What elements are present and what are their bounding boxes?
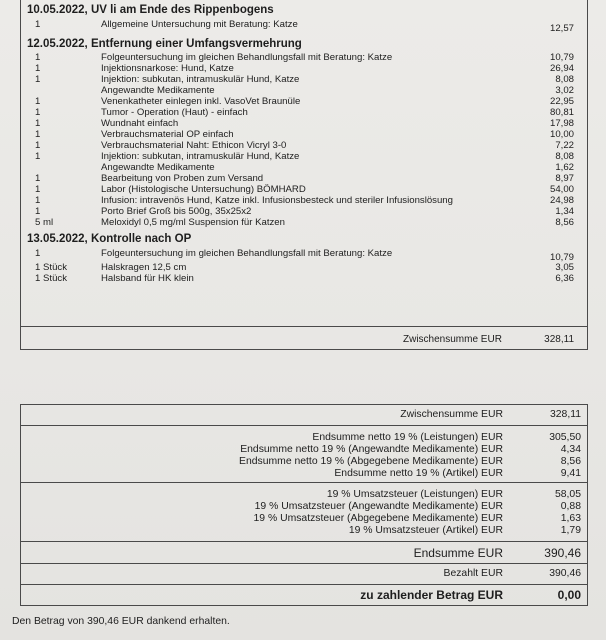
endsumme-label: Endsumme EUR (413, 546, 503, 560)
item-desc: Allgemeine Untersuchung mit Beratung: Katze (101, 19, 298, 30)
table-row (21, 195, 587, 206)
item-qty: 1 (35, 248, 41, 259)
item-desc: Infusion: intravenös Hund, Katze inkl. Infusionsbesteck und steriler Infusionslösung (101, 195, 453, 206)
item-desc: Venenkatheter einlegen inkl. VasoVet Braunüle (101, 96, 301, 107)
item-amount: 1,62 (555, 162, 574, 173)
divider (21, 482, 587, 483)
item-amount: 80,81 (549, 107, 574, 118)
ust-value: 1,63 (560, 513, 581, 524)
item-qty: 1 (35, 140, 41, 151)
table-row (21, 140, 587, 151)
divider (21, 563, 587, 564)
table-row (21, 217, 587, 228)
item-amount: 8,08 (555, 74, 574, 85)
item-desc: Halsband für HK klein (101, 273, 194, 284)
item-amount: 8,56 (555, 217, 574, 228)
item-desc: Verbrauchsmaterial OP einfach (101, 129, 234, 140)
table-row (21, 74, 587, 85)
zahlbetrag-value: 0,00 (557, 588, 581, 602)
item-qty: 1 (35, 129, 41, 140)
item-amount: 17,98 (549, 118, 574, 129)
divider (21, 425, 587, 426)
item-desc: Wundnaht einfach (101, 118, 179, 129)
item-qty: 1 (35, 96, 41, 107)
item-amount: 26,94 (549, 63, 574, 74)
subtotal-value: 328,11 (544, 334, 574, 345)
item-desc: Injektion: subkutan, intramuskulär Hund, Katze (101, 74, 300, 85)
item-qty: 1 (35, 63, 41, 74)
netto-label: Endsumme netto 19 % (Artikel) EUR (334, 468, 503, 479)
ust-label: 19 % Umsatzsteuer (Artikel) EUR (348, 525, 503, 536)
table-row (21, 96, 587, 107)
item-amount: 22,95 (549, 96, 574, 107)
item-qty: 1 (35, 52, 41, 63)
item-amount: 54,00 (549, 184, 574, 195)
ust-value: 1,79 (560, 525, 581, 536)
item-amount: 8,08 (555, 151, 574, 162)
table-row (21, 118, 587, 129)
item-qty: 1 (35, 173, 41, 184)
netto-label: Endsumme netto 19 % (Leistungen) EUR (312, 432, 503, 443)
item-desc: Porto Brief Groß bis 500g, 35x25x2 (101, 206, 252, 217)
totals-box (20, 404, 588, 606)
item-qty: 1 (35, 206, 41, 217)
endsumme-value: 390,46 (544, 546, 581, 560)
item-qty: 1 (35, 195, 41, 206)
section-title: 12.05.2022, Entfernung einer Umfangsvermehrung (27, 38, 302, 50)
item-desc: Verbrauchsmaterial Naht: Ethicon Vicryl 3-0 (101, 140, 287, 151)
invoice-items-box (20, 0, 588, 350)
item-qty: 1 (35, 184, 41, 195)
item-amount: 6,36 (555, 273, 574, 284)
item-desc: Folgeuntersuchung im gleichen Behandlungsfall mit Beratung: Katze (101, 52, 393, 63)
table-row (21, 52, 587, 63)
item-desc: Bearbeitung von Proben zum Versand (101, 173, 264, 184)
item-desc: Angewandte Medikamente (101, 85, 215, 96)
item-amount: 8,97 (555, 173, 574, 184)
item-desc: Halskragen 12,5 cm (101, 262, 187, 273)
zwischensumme-value: 328,11 (549, 409, 581, 420)
table-row (21, 151, 587, 162)
item-qty: 1 Stück (35, 273, 67, 284)
item-amount: 10,79 (549, 52, 574, 63)
item-amount: 10,79 (549, 252, 574, 263)
item-qty: 1 (35, 107, 41, 118)
item-amount: 24,98 (549, 195, 574, 206)
ust-value: 58,05 (554, 489, 581, 500)
table-row (21, 173, 587, 184)
item-amount: 1,34 (555, 206, 574, 217)
table-row (21, 206, 587, 217)
item-desc: Labor (Histologische Untersuchung) BÖMHARD (101, 184, 306, 195)
bezahlt-value: 390,46 (549, 568, 581, 579)
netto-value: 305,50 (549, 432, 581, 443)
item-amount: 3,02 (555, 85, 574, 96)
table-row (21, 107, 587, 118)
table-row (21, 184, 587, 195)
divider (21, 541, 587, 542)
item-qty: 1 (35, 74, 41, 85)
table-row (21, 273, 587, 284)
item-desc: Meloxidyl 0,5 mg/ml Suspension für Katzen (101, 217, 285, 228)
subtotal-label: Zwischensumme EUR (403, 334, 502, 345)
item-amount: 3,05 (555, 262, 574, 273)
table-row (21, 129, 587, 140)
netto-label: Endsumme netto 19 % (Angewandte Medikamente) EUR (240, 444, 503, 455)
divider (21, 584, 587, 585)
item-amount: 7,22 (555, 140, 574, 151)
table-row (21, 63, 587, 74)
item-qty: 1 (35, 118, 41, 129)
section-title: 13.05.2022, Kontrolle nach OP (27, 233, 192, 245)
ust-value: 0,88 (560, 501, 581, 512)
netto-label: Endsumme netto 19 % (Abgegebene Medikamente) EUR (239, 456, 503, 467)
netto-value: 8,56 (560, 456, 581, 467)
table-row (21, 248, 587, 263)
table-row (21, 85, 587, 96)
item-amount: 10,00 (549, 129, 574, 140)
item-desc: Injektionsnarkose: Hund, Katze (101, 63, 234, 74)
table-row (21, 19, 587, 34)
item-qty: 1 (35, 19, 41, 30)
netto-value: 4,34 (560, 444, 581, 455)
item-qty: 5 ml (35, 217, 54, 228)
item-qty: 1 Stück (35, 262, 67, 273)
item-desc: Tumor - Operation (Haut) - einfach (101, 107, 248, 118)
bezahlt-label: Bezahlt EUR (443, 568, 503, 579)
subtotal-divider (21, 326, 587, 327)
zahlbetrag-label: zu zahlender Betrag EUR (360, 588, 503, 602)
item-desc: Folgeuntersuchung im gleichen Behandlungsfall mit Beratung: Katze (101, 248, 393, 259)
table-row (21, 262, 587, 273)
item-desc: Injektion: subkutan, intramuskulär Hund, Katze (101, 151, 300, 162)
item-desc: Angewandte Medikamente (101, 162, 215, 173)
table-row (21, 162, 587, 173)
netto-value: 9,41 (560, 468, 581, 479)
ust-label: 19 % Umsatzsteuer (Leistungen) EUR (326, 489, 503, 500)
section-title: 10.05.2022, UV li am Ende des Rippenbogens (27, 4, 274, 16)
ust-label: 19 % Umsatzsteuer (Angewandte Medikamente) EUR (254, 501, 503, 512)
ust-label: 19 % Umsatzsteuer (Abgegebene Medikamente) EUR (253, 513, 503, 524)
receipt-note: Den Betrag von 390,46 EUR dankend erhalten. (12, 616, 230, 627)
item-amount: 12,57 (549, 23, 574, 34)
item-qty: 1 (35, 151, 41, 162)
zwischensumme-label: Zwischensumme EUR (400, 409, 503, 420)
